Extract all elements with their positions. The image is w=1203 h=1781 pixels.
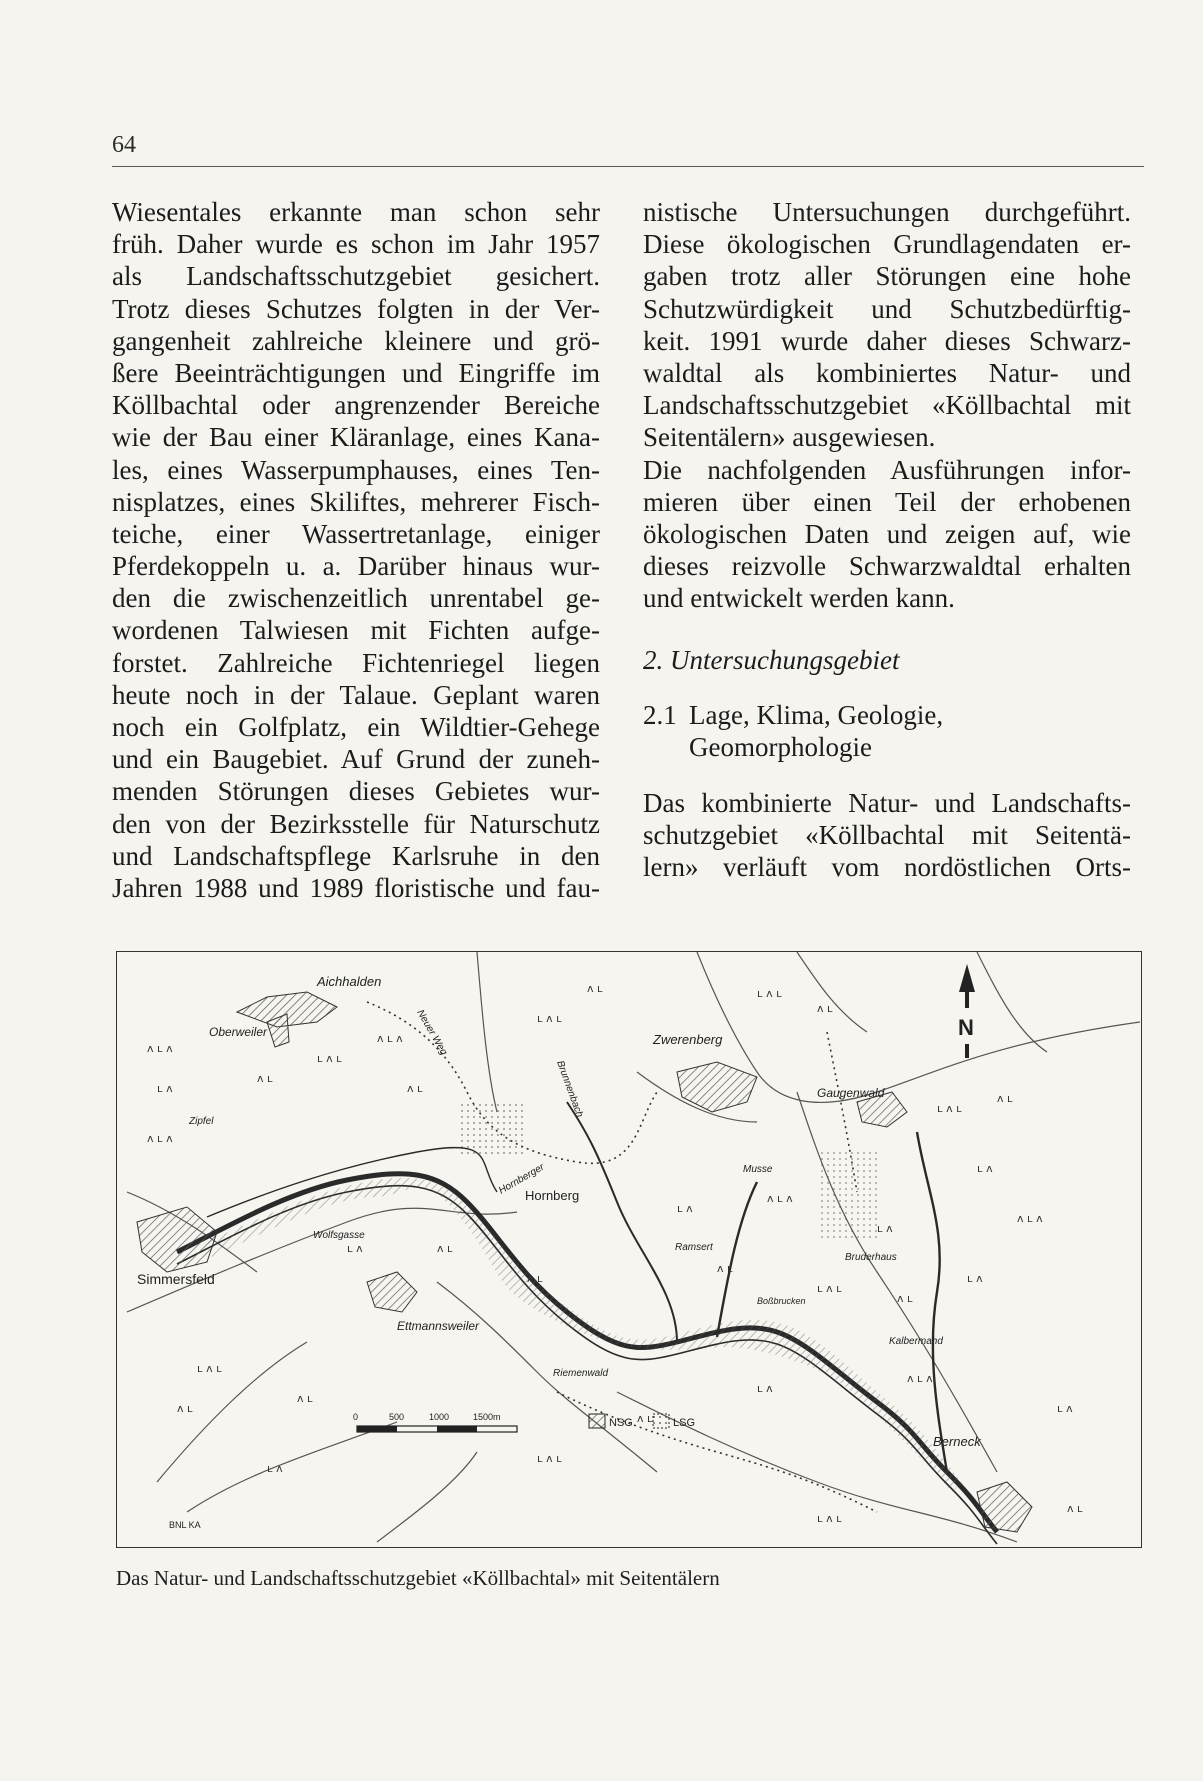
text-line: und Landschaftspflege Karlsruhe in den: [112, 840, 600, 871]
text-line: als Landschaftsschutzgebiet gesichert.: [112, 261, 600, 292]
svg-text:ᴧ ʟ ᴧ: ᴧ ʟ ᴧ: [147, 1042, 173, 1055]
label-bruderhaus: Bruderhaus: [845, 1252, 897, 1263]
text-line: Trotz dieses Schutzes folgten in der Ver-: [112, 293, 600, 324]
text-line: ökologischen Daten und zeigen auf, wie: [643, 518, 1131, 549]
legend-lsg-swatch: [653, 1414, 669, 1428]
label-hornberger: Hornberger: [497, 1161, 547, 1197]
svg-text:ʟ ᴧ ʟ: ʟ ᴧ ʟ: [937, 1102, 962, 1115]
text-line: Die nachfolgenden Ausführungen infor-: [643, 454, 1131, 485]
svg-text:ᴧ ʟ: ᴧ ʟ: [407, 1082, 423, 1095]
text-line: les, eines Wasserpumphauses, eines Ten-: [112, 454, 600, 485]
lsg-patch: [817, 1152, 877, 1242]
text-line: Pferdekoppeln u. a. Darüber hinaus wur-: [112, 551, 600, 582]
text-line: den von der Bezirksstelle für Naturschutz: [112, 808, 600, 839]
text-line: menden Störungen dieses Gebietes wur-: [112, 776, 600, 807]
svg-text:ʟ ᴧ: ʟ ᴧ: [347, 1242, 363, 1255]
header-rule: [112, 166, 1144, 167]
map-credit: BNL KA: [169, 1520, 201, 1530]
label-aichhalden: Aichhalden: [317, 974, 382, 989]
label-brunnenbach: Brunnenbach: [554, 1059, 585, 1119]
text-line: heute noch in der Talaue. Geplant waren: [112, 679, 600, 710]
svg-text:ᴧ ʟ: ᴧ ʟ: [637, 1412, 653, 1425]
text-line: wordenen Talwiesen mit Fichten aufge-: [112, 615, 600, 646]
subsection-number: 2.1: [643, 699, 677, 730]
svg-text:ᴧ ʟ: ᴧ ʟ: [997, 1092, 1013, 1105]
legend-lsg-label: LSG: [673, 1417, 696, 1429]
svg-text:ʟ ᴧ ʟ: ʟ ᴧ ʟ: [537, 1452, 562, 1465]
text-line: wie der Bau einer Kläranlage, eines Kana-: [112, 422, 600, 453]
subsection-title-line: Lage, Klima, Geologie,: [689, 699, 944, 730]
svg-text:ᴧ ʟ: ᴧ ʟ: [297, 1392, 313, 1405]
text-line: teiche, einer Wassertretanlage, einiger: [112, 518, 600, 549]
text-line: Schutzwürdigkeit und Schutzbedürftig-: [643, 293, 1131, 324]
svg-text:ᴧ ʟ ᴧ: ᴧ ʟ ᴧ: [377, 1032, 403, 1045]
label-neuer-weg: Neuer Weg: [414, 1008, 450, 1058]
svg-text:ʟ ᴧ: ʟ ᴧ: [267, 1462, 283, 1475]
text-line: Wiesentales erkannte man schon sehr: [112, 197, 600, 227]
text-line: den die zwischenzeitlich unrentabel ge-: [112, 583, 600, 614]
label-ettmannsweiler: Ettmannsweiler: [397, 1319, 480, 1333]
text-line: Diese ökologischen Grundlagendaten er-: [643, 229, 1131, 260]
text-line: mieren über einen Teil der erhobenen: [643, 486, 1131, 517]
page-number: 64: [112, 132, 136, 158]
label-bossbrucken: Boßbrucken: [757, 1296, 806, 1306]
text-line: keit. 1991 wurde daher dieses Schwarz-: [643, 325, 1131, 356]
lsg-patch: [457, 1102, 527, 1157]
svg-text:ʟ ᴧ ʟ: ʟ ᴧ ʟ: [817, 1512, 842, 1525]
text-line: Landschaftsschutzgebiet «Köllbachtal mit: [643, 390, 1131, 421]
map-figure: [116, 951, 1142, 1548]
settlement-ettmannsweiler: [367, 1272, 417, 1312]
scale-bar: [353, 1412, 517, 1432]
svg-text:ᴧ ʟ ᴧ: ᴧ ʟ ᴧ: [1017, 1212, 1043, 1225]
svg-text:ʟ ᴧ: ʟ ᴧ: [757, 1382, 773, 1395]
text-line: dieses reizvolle Schwarzwaldtal erhalten: [643, 551, 1131, 582]
svg-text:ʟ ᴧ ʟ: ʟ ᴧ ʟ: [817, 1282, 842, 1295]
svg-text:ᴧ ʟ: ᴧ ʟ: [717, 1262, 733, 1275]
label-riemenwald: Riemenwald: [553, 1368, 609, 1379]
label-ramsert: Ramsert: [675, 1242, 713, 1253]
label-oberweiler: Oberweiler: [209, 1025, 268, 1039]
text-line: und ein Baugebiet. Auf Grund der zuneh-: [112, 744, 600, 775]
svg-text:ᴧ ʟ: ᴧ ʟ: [1067, 1502, 1083, 1515]
text-line: Jahren 1988 und 1989 floristische und fau-: [112, 872, 600, 903]
scale-tick-1000: 1000: [429, 1412, 450, 1422]
svg-text:ʟ ᴧ: ʟ ᴧ: [967, 1272, 983, 1285]
subsection-heading: [643, 699, 1131, 763]
text-line: waldtal als kombiniertes Natur- und: [643, 357, 1131, 388]
svg-text:ʟ ᴧ ʟ: ʟ ᴧ ʟ: [317, 1052, 342, 1065]
svg-text:ᴧ ʟ: ᴧ ʟ: [817, 1002, 833, 1015]
text-line: und entwickelt werden kann.: [643, 583, 955, 614]
legend-nsg-swatch: [589, 1414, 605, 1428]
label-musse: Musse: [743, 1164, 773, 1175]
scale-tick-1500: 1500m: [473, 1412, 501, 1422]
text-line: Köllbachtal oder angrenzender Bereiche: [112, 390, 600, 421]
text-line: Seitentälern» ausgewiesen.: [643, 422, 936, 453]
svg-text:ʟ ᴧ ʟ: ʟ ᴧ ʟ: [757, 987, 782, 1000]
settlement-simmersfeld: [137, 1207, 217, 1272]
text-line: lern» verläuft vom nordöstlichen Orts-: [643, 852, 1131, 883]
svg-text:ᴧ ʟ: ᴧ ʟ: [177, 1402, 193, 1415]
label-berneck: Berneck: [933, 1434, 981, 1449]
protected-area-boundary: [367, 1002, 877, 1512]
map-svg: [117, 952, 1140, 1546]
svg-text:ʟ ᴧ: ʟ ᴧ: [1057, 1402, 1073, 1415]
svg-text:ᴧ ʟ: ᴧ ʟ: [257, 1072, 273, 1085]
figure-caption: Das Natur- und Landschaftsschutzgebiet «Köllbachtal» mit Seitentälern: [116, 1566, 720, 1590]
label-wolfsgasse: Wolfsgasse: [313, 1230, 365, 1241]
label-simmersfeld: Simmersfeld: [137, 1271, 215, 1287]
text-line: früh. Daher wurde es schon im Jahr 1957: [112, 229, 600, 260]
legend-nsg-label: NSG: [609, 1417, 633, 1429]
label-kalbermahd: Kalbermahd: [889, 1336, 943, 1347]
north-label: N: [958, 1015, 974, 1040]
text-line: ßere Beeinträchtigungen und Eingriffe im: [112, 357, 600, 388]
svg-text:ʟ ᴧ: ʟ ᴧ: [877, 1222, 893, 1235]
label-zipfel: Zipfel: [189, 1116, 214, 1127]
subsection-title-line: Geomorphologie: [689, 731, 872, 762]
text-line: gangenheit zahlreiche kleinere und grö-: [112, 325, 600, 356]
svg-text:ᴧ ʟ ᴧ: ᴧ ʟ ᴧ: [767, 1192, 793, 1205]
text-line: schutzgebiet «Köllbachtal mit Seitentä-: [643, 820, 1131, 851]
svg-text:ᴧ ʟ ᴧ: ᴧ ʟ ᴧ: [147, 1132, 173, 1145]
settlement-berneck: [977, 1482, 1032, 1532]
section-heading: 2. Untersuchungsgebiet: [643, 645, 900, 676]
svg-text:ʟ ᴧ: ʟ ᴧ: [157, 1082, 173, 1095]
north-arrow-icon: [959, 964, 975, 1008]
north-arrow: [958, 964, 975, 1058]
text-line: nistische Untersuchungen durchgeführt.: [643, 197, 1131, 227]
right-column: [643, 196, 1131, 884]
left-column: [112, 196, 600, 904]
svg-text:ʟ ᴧ: ʟ ᴧ: [677, 1202, 693, 1215]
text-line: Das kombinierte Natur- und Landschafts-: [643, 788, 1131, 818]
svg-text:ʟ ᴧ ʟ: ʟ ᴧ ʟ: [197, 1362, 222, 1375]
svg-text:ᴧ ʟ: ᴧ ʟ: [587, 982, 603, 995]
label-hornberg: Hornberg: [525, 1188, 580, 1203]
svg-text:ᴧ ʟ: ᴧ ʟ: [897, 1292, 913, 1305]
scale-tick-0: 0: [353, 1412, 359, 1422]
text-line: noch ein Golfplatz, ein Wildtier-Gehege: [112, 712, 600, 742]
text-line: forstet. Zahlreiche Fichtenriegel liegen: [112, 647, 600, 678]
svg-text:ᴧ ʟ: ᴧ ʟ: [527, 1272, 543, 1285]
label-zwerenberg: Zwerenberg: [653, 1032, 723, 1047]
svg-text:ᴧ ʟ: ᴧ ʟ: [437, 1242, 453, 1255]
svg-text:ʟ ᴧ: ʟ ᴧ: [977, 1162, 993, 1175]
svg-text:ᴧ ʟ ᴧ: ᴧ ʟ ᴧ: [907, 1372, 933, 1385]
scale-tick-500: 500: [389, 1412, 405, 1422]
text-line: gaben trotz aller Störungen eine hohe: [643, 261, 1131, 292]
svg-text:ʟ ᴧ ʟ: ʟ ᴧ ʟ: [537, 1012, 562, 1025]
text-line: nisplatzes, eines Skiliftes, mehrerer Fisch-: [112, 486, 600, 517]
label-gaugenwald: Gaugenwald: [817, 1086, 885, 1100]
